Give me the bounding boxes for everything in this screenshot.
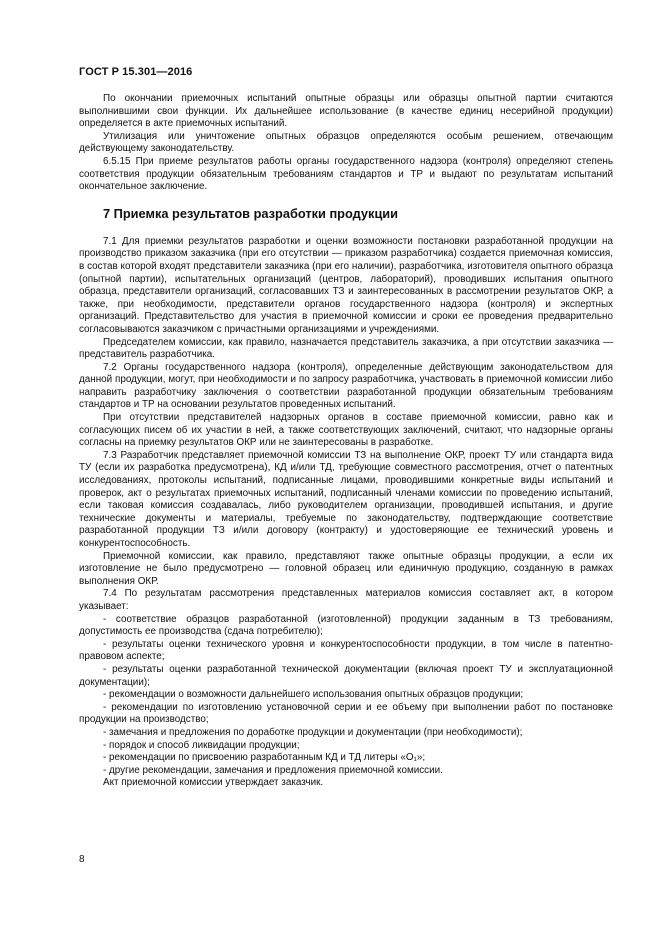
closing-paragraph: Акт приемочной комиссии утверждает заказчик.: [103, 777, 324, 789]
paragraph: Утилизация или уничтожение опытных образцов определяются особым решением, отвечающим действующему законодательству.: [79, 130, 613, 155]
paragraph: 7.4 По результатам рассмотрения представленных материалов комиссия составляет акт, в котором указывает:: [79, 588, 613, 612]
list-item: - рекомендации о возможности дальнейшего использования опытных образцов продукции;: [103, 689, 524, 701]
list-item: - рекомендации по изготовлению установочной серии и ее объему при выполнении работ по постановке продукции на производство;: [79, 701, 613, 726]
document-header: ГОСТ Р 15.301—2016: [79, 66, 193, 78]
list-item: - порядок и способ ликвидации продукции;: [103, 739, 300, 751]
paragraph: Председателем комиссии, как правило, назначается представитель заказчика, а при отсутствии заказчика — представитель разработчика.: [79, 336, 613, 361]
paragraph: По окончании приемочных испытаний опытные образцы или образцы опытной партии считаются выполнившими свои функции. Их дальнейшее использование (в качестве единиц несерийной продукции) определяется в акте приемочных испытаний.: [79, 93, 613, 130]
list-item: - другие рекомендации, замечания и предложения приемочной комиссии.: [103, 764, 443, 776]
list-item: - результаты оценки разработанной технической документации (включая проект ТУ и эксплуатационной документации);: [79, 663, 613, 688]
section-heading: 7 Приемка результатов разработки продукции: [103, 205, 399, 221]
paragraph: 7.2 Органы государственного надзора (контроля), определенные действующим законодательством для данной продукции, могут, при необходимости и по запросу разработчика, участвовать в приемочной комиссии либо направить разработчику заключения о соответствии разработанной продукции обязательным требованиям стандартов и ТР на основании результатов проведенных испытаний.: [79, 361, 613, 411]
paragraph: 7.3 Разработчик представляет приемочной комиссии ТЗ на выполнение ОКР, проект ТУ или стандарта вида ТУ (если их разработка предусмотрена), КД и/или ТД, требующие совместного рассмотрения, отчет о патентных исследованиях, протоколы испытаний, подписанные лицами, проводившими конкретные виды испытаний и проверок, акт о результатах приемочных испытаний, подписанный членами комиссии по проведению испытаний, если таковая комиссия создавалась, либо руководителем организации, проводившей испытания, и другие технические документы и материалы, требуемые по законодательству, подтверждающие соответствие разработанной продукции ТЗ и/или договору (контракту) и удостоверяющие ее технический уровень и конкурентоспособность.: [79, 449, 613, 549]
page-number: 8: [79, 854, 85, 865]
paragraph: 7.1 Для приемки результатов разработки и оценки возможности постановки разработанной продукции на производство приказом заказчика (при его отсутствии — приказом разработчика) создается приемочная комиссия, в состав которой входят представители заказчика (при его наличии), разработчика, изготовителя опытного образца (опытной партии), испытательных организаций (центров, лабораторий), проводивших испытания опытного образца, представители организаций, согласовавших ТЗ и заинтересованных в рассмотрении результатов ОКР, а также, при необходимости, представители органов государственного надзора (контроля) и экспертных организаций. Представительство для участия в приемочной комиссии и сроки ее проведения предварительно согласовываются заказчиком с причастными организациями и учреждениями.: [79, 235, 613, 335]
list-item: - замечания и предложения по доработке продукции и документации (при необходимости);: [103, 726, 523, 738]
list-item: - рекомендации по присвоению разработанным КД и ТД литеры «О₁»;: [103, 752, 426, 764]
list-item: - соответствие образцов разработанной (изготовленной) продукции заданным в ТЗ требованиям, допустимость ее производства (сдача потребителю);: [79, 613, 613, 638]
paragraph: 6.5.15 При приеме результатов работы органы государственного надзора (контроля) определяют степень соответствия продукции обязательным требованиям стандартов и ТР и выдают по результатам испытаний окончательное заключение.: [79, 155, 613, 193]
list-item: - результаты оценки технического уровня и конкурентоспособности продукции, в том числе в патентно-правовом аспекте;: [79, 638, 613, 663]
paragraph: При отсутствии представителей надзорных органов в составе приемочной комиссии, равно как и согласующих писем об их участии в ней, а также соответствующих заключений, считают, что надзорные органы согласны на приемку результатов ОКР или не заинтересованы в разработке.: [79, 412, 613, 449]
document-body: [79, 93, 613, 790]
paragraph: Приемочной комиссии, как правило, представляют также опытные образцы продукции, а если их изготовление не было предусмотрено — головной образец или единичную продукцию, созданную в рамках выполнения ОКР.: [79, 550, 613, 587]
